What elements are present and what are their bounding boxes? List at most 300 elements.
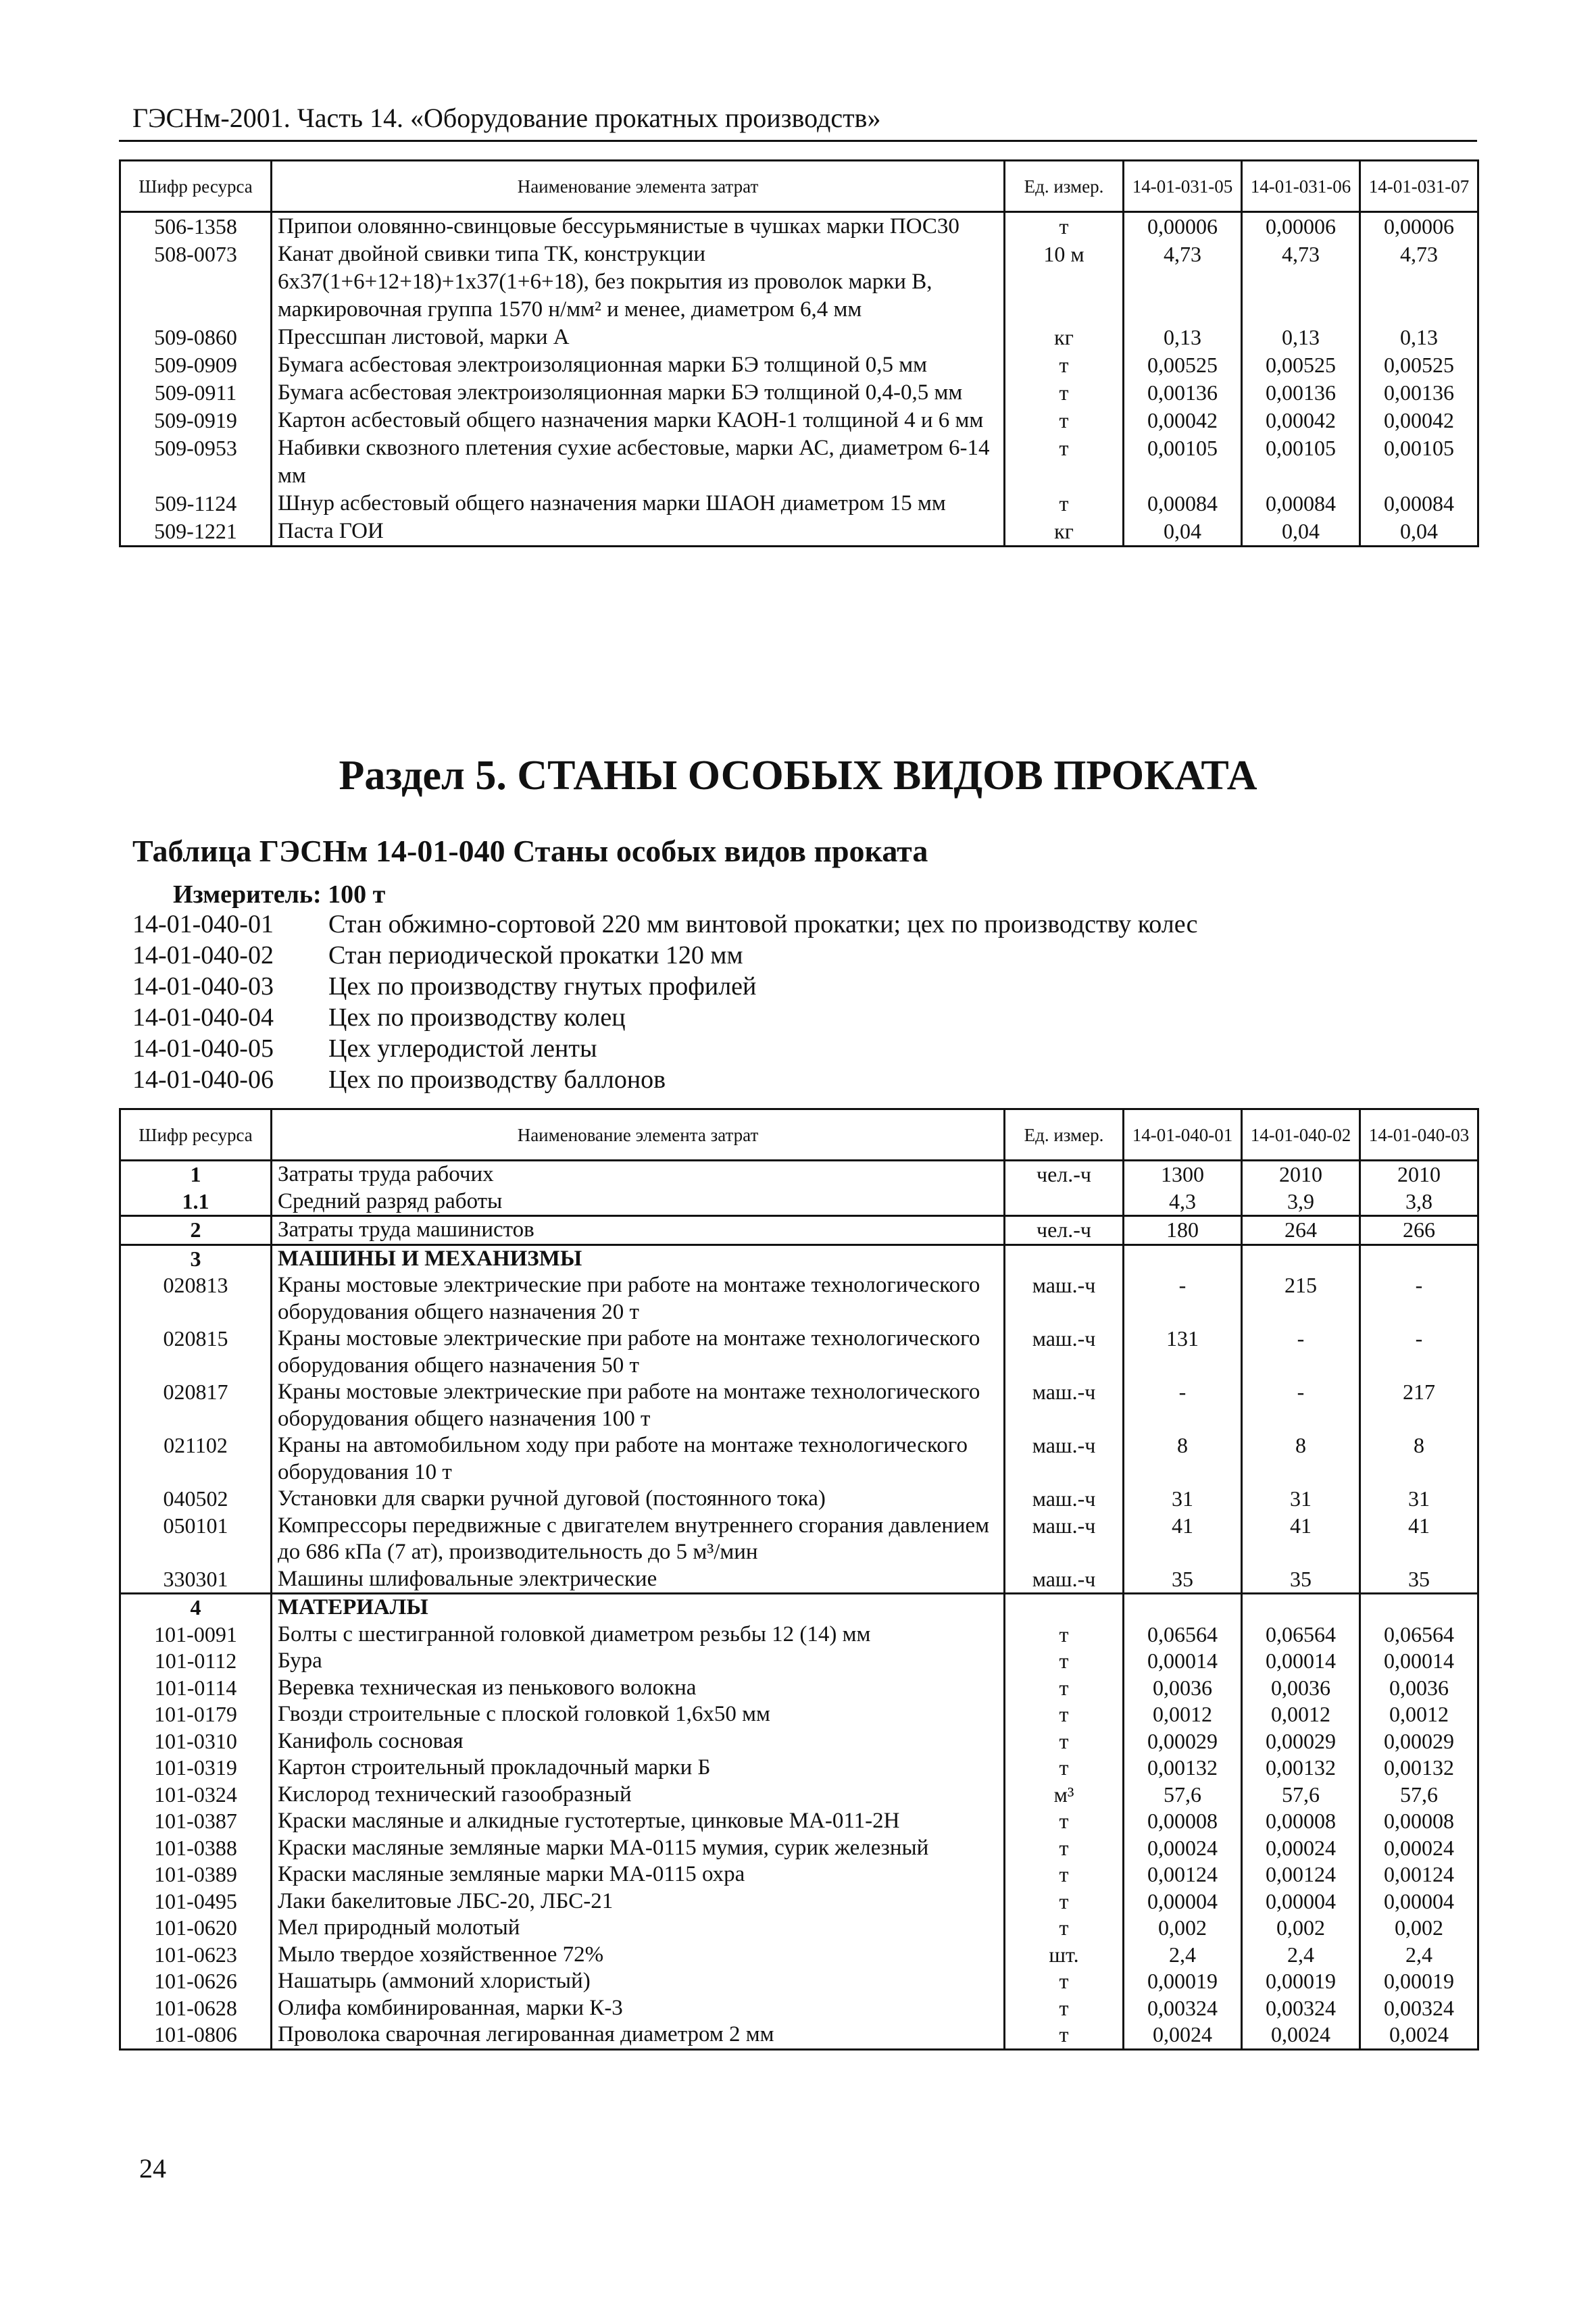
table-row — [120, 1782, 1478, 1809]
value-cell-2: 0,00132 — [1242, 1755, 1360, 1782]
value-cell-1: 0,002 — [1124, 1915, 1242, 1942]
resource-table-2 — [119, 1108, 1479, 2051]
unit-cell: кг — [1005, 324, 1124, 351]
value-cell-3: 0,00006 — [1360, 212, 1478, 241]
resource-code: 506-1358 — [120, 212, 272, 241]
resource-name: Затраты труда рабочих — [272, 1161, 1005, 1188]
value-cell-2: 57,6 — [1242, 1782, 1360, 1809]
value-cell-1: 0,04 — [1124, 518, 1242, 547]
value-cell-2: 0,0036 — [1242, 1675, 1360, 1702]
value-cell-2: 0,00006 — [1242, 212, 1360, 241]
value-cell-3: 0,00008 — [1360, 1808, 1478, 1835]
value-cell-2: 4,73 — [1242, 241, 1360, 324]
table-row — [120, 1728, 1478, 1755]
value-cell-3: 0,06564 — [1360, 1621, 1478, 1649]
unit-cell: маш.-ч — [1005, 1566, 1124, 1594]
value-cell-3: 0,00105 — [1360, 434, 1478, 490]
table-row — [120, 1808, 1478, 1835]
value-cell-2: 2010 — [1242, 1161, 1360, 1188]
resource-code: 330301 — [120, 1566, 272, 1594]
value-cell-1: 0,0036 — [1124, 1675, 1242, 1702]
value-cell-2: 0,002 — [1242, 1915, 1360, 1942]
value-cell-2: 0,00084 — [1242, 490, 1360, 518]
col-header-name: Наименование элемента затрат — [272, 161, 1005, 212]
value-cell-3: 35 — [1360, 1566, 1478, 1594]
table-row — [120, 434, 1478, 490]
resource-name: Компрессоры передвижные с двигателем внутреннего сгорания давлением до 686 кПа (7 ат), производительность до 5 м³/мин — [272, 1513, 1005, 1566]
value-cell-3: 0,00042 — [1360, 407, 1478, 434]
table-row — [120, 1755, 1478, 1782]
value-cell-2: 0,00024 — [1242, 1835, 1360, 1862]
spec-code: 14-01-040-05 — [132, 1034, 274, 1063]
table-row — [120, 1594, 1478, 1621]
resource-name: Веревка техническая из пенькового волокна — [272, 1675, 1005, 1702]
value-cell-1: 0,00042 — [1124, 407, 1242, 434]
value-cell-3: 0,04 — [1360, 518, 1478, 547]
value-cell-1: 180 — [1124, 1216, 1242, 1245]
resource-name: Машины шлифовальные электрические — [272, 1566, 1005, 1594]
resource-name: МАТЕРИАЛЫ — [272, 1594, 1005, 1621]
resource-name: Мел природный молотый — [272, 1915, 1005, 1942]
value-cell-3: 0,00324 — [1360, 1995, 1478, 2022]
unit-cell: м³ — [1005, 1782, 1124, 1809]
spec-text: Цех углеродистой ленты — [328, 1034, 597, 1063]
value-cell-1: 4,73 — [1124, 241, 1242, 324]
value-cell-2: 0,00014 — [1242, 1648, 1360, 1675]
value-cell-2: 3,9 — [1242, 1188, 1360, 1216]
resource-name: Гвозди строительные с плоской головкой 1,6x50 мм — [272, 1701, 1005, 1728]
unit-cell: кг — [1005, 518, 1124, 547]
resource-name: Болты с шестигранной головкой диаметром резьбы 12 (14) мм — [272, 1621, 1005, 1649]
resource-name: Паста ГОИ — [272, 518, 1005, 547]
value-cell-1: 0,00124 — [1124, 1861, 1242, 1888]
value-cell-1: 4,3 — [1124, 1188, 1242, 1216]
spec-code: 14-01-040-03 — [132, 972, 274, 1001]
value-cell-1: 0,00525 — [1124, 351, 1242, 379]
unit-cell: т — [1005, 1915, 1124, 1942]
unit-cell: т — [1005, 2021, 1124, 2049]
spec-list — [132, 909, 1477, 1095]
value-cell-1: 57,6 — [1124, 1782, 1242, 1809]
unit-cell: т — [1005, 1835, 1124, 1862]
value-cell-1: 0,00006 — [1124, 212, 1242, 241]
value-cell-1: 31 — [1124, 1486, 1242, 1513]
value-cell-1: 0,00014 — [1124, 1648, 1242, 1675]
table-row — [120, 351, 1478, 379]
table-row — [120, 1216, 1478, 1245]
value-cell-2 — [1242, 1244, 1360, 1272]
value-cell-3: 0,0012 — [1360, 1701, 1478, 1728]
resource-code: 101-0179 — [120, 1701, 272, 1728]
unit-cell: т — [1005, 1621, 1124, 1649]
table-row — [120, 407, 1478, 434]
measure-value: 100 т — [328, 880, 386, 909]
resource-code: 509-1221 — [120, 518, 272, 547]
value-cell-3: 266 — [1360, 1216, 1478, 1245]
resource-name: Краны мостовые электрические при работе на монтаже технологического оборудования общего назначения 50 т — [272, 1326, 1005, 1379]
value-cell-1: 0,00132 — [1124, 1755, 1242, 1782]
unit-cell: маш.-ч — [1005, 1326, 1124, 1379]
table-row — [120, 379, 1478, 407]
value-cell-2: 0,00042 — [1242, 407, 1360, 434]
unit-cell: т — [1005, 1728, 1124, 1755]
table-row — [120, 1244, 1478, 1272]
unit-cell: маш.-ч — [1005, 1379, 1124, 1432]
unit-cell: маш.-ч — [1005, 1486, 1124, 1513]
resource-code: 101-0628 — [120, 1995, 272, 2022]
section-title: Раздел 5. СТАНЫ ОСОБЫХ ВИДОВ ПРОКАТА — [339, 753, 1257, 799]
resource-name: Краны мостовые электрические при работе на монтаже технологического оборудования общего назначения 20 т — [272, 1272, 1005, 1326]
resource-name: Бумага асбестовая электроизоляционная марки БЭ толщиной 0,5 мм — [272, 351, 1005, 379]
value-cell-2: 0,00324 — [1242, 1995, 1360, 2022]
value-cell-2: 0,06564 — [1242, 1621, 1360, 1649]
resource-code: 509-1124 — [120, 490, 272, 518]
table-row — [120, 518, 1478, 547]
table-row — [120, 490, 1478, 518]
value-cell-1: 0,00004 — [1124, 1888, 1242, 1915]
value-cell-1: 0,0024 — [1124, 2021, 1242, 2049]
resource-name: Нашатырь (аммоний хлористый) — [272, 1968, 1005, 1995]
spec-code: 14-01-040-04 — [132, 1003, 274, 1032]
unit-cell: т — [1005, 379, 1124, 407]
resource-code: 4 — [120, 1594, 272, 1621]
value-cell-1: 2,4 — [1124, 1942, 1242, 1969]
measure-line — [173, 878, 385, 911]
value-cell-2: 35 — [1242, 1566, 1360, 1594]
value-cell-1: 0,00008 — [1124, 1808, 1242, 1835]
resource-name: Картон асбестовый общего назначения марки КАОН-1 толщиной 4 и 6 мм — [272, 407, 1005, 434]
resource-code: 101-0324 — [120, 1782, 272, 1809]
value-cell-1: 0,00136 — [1124, 379, 1242, 407]
resource-code: 101-0112 — [120, 1648, 272, 1675]
table-row — [120, 1701, 1478, 1728]
value-cell-3: 0,00136 — [1360, 379, 1478, 407]
resource-code: 509-0919 — [120, 407, 272, 434]
resource-code: 509-0953 — [120, 434, 272, 490]
spec-code: 14-01-040-06 — [132, 1065, 274, 1094]
unit-cell: чел.-ч — [1005, 1161, 1124, 1188]
col-header-unit: Ед. измер. — [1005, 161, 1124, 212]
unit-cell: т — [1005, 1995, 1124, 2022]
unit-cell: т — [1005, 407, 1124, 434]
value-cell-3: 31 — [1360, 1486, 1478, 1513]
resource-name: Лаки бакелитовые ЛБС-20, ЛБС-21 — [272, 1888, 1005, 1915]
table-row — [120, 1161, 1478, 1188]
unit-cell: маш.-ч — [1005, 1272, 1124, 1326]
value-cell-2: 0,00008 — [1242, 1808, 1360, 1835]
value-cell-2: 8 — [1242, 1432, 1360, 1486]
resource-code: 101-0387 — [120, 1808, 272, 1835]
value-cell-1: 0,00324 — [1124, 1995, 1242, 2022]
resource-name: Краны на автомобильном ходу при работе на монтаже технологического оборудования 10 т — [272, 1432, 1005, 1486]
value-cell-1: 131 — [1124, 1326, 1242, 1379]
resource-name: Затраты труда машинистов — [272, 1216, 1005, 1245]
table-row — [120, 1915, 1478, 1942]
table-row — [120, 1995, 1478, 2022]
value-cell-2: 0,00004 — [1242, 1888, 1360, 1915]
table-row — [120, 324, 1478, 351]
unit-cell: т — [1005, 1755, 1124, 1782]
resource-table-1 — [119, 159, 1479, 547]
unit-cell: т — [1005, 212, 1124, 241]
spec-text: Стан обжимно-сортовой 220 мм винтовой прокатки; цех по производству колес — [328, 910, 1198, 938]
resource-code: 101-0310 — [120, 1728, 272, 1755]
table-body — [120, 212, 1478, 547]
table-row — [120, 1326, 1478, 1379]
resource-name: Прессшпан листовой, марки А — [272, 324, 1005, 351]
col-header-value-1: 14-01-040-01 — [1124, 1109, 1242, 1161]
value-cell-3: - — [1360, 1272, 1478, 1326]
spec-code: 14-01-040-01 — [132, 910, 274, 938]
value-cell-1: - — [1124, 1379, 1242, 1432]
unit-cell: т — [1005, 434, 1124, 490]
value-cell-2: 264 — [1242, 1216, 1360, 1245]
value-cell-2: 0,00029 — [1242, 1728, 1360, 1755]
table-row — [120, 1486, 1478, 1513]
table-title: Таблица ГЭСНм 14-01-040 Станы особых видов проката — [132, 834, 928, 868]
resource-code: 020817 — [120, 1379, 272, 1432]
resource-name: Средний разряд работы — [272, 1188, 1005, 1216]
spec-item — [132, 1033, 1477, 1064]
resource-name: Краски масляные земляные марки МА-0115 мумия, сурик железный — [272, 1835, 1005, 1862]
unit-cell — [1005, 1594, 1124, 1621]
resource-code: 2 — [120, 1216, 272, 1245]
col-header-value-1: 14-01-031-05 — [1124, 161, 1242, 212]
unit-cell: чел.-ч — [1005, 1216, 1124, 1245]
resource-code: 101-0623 — [120, 1942, 272, 1969]
value-cell-3: 0,00124 — [1360, 1861, 1478, 1888]
value-cell-2: 0,13 — [1242, 324, 1360, 351]
resource-code: 101-0620 — [120, 1915, 272, 1942]
unit-cell: т — [1005, 351, 1124, 379]
table-row — [120, 241, 1478, 324]
resource-code: 101-0495 — [120, 1888, 272, 1915]
value-cell-1: 0,00084 — [1124, 490, 1242, 518]
resource-name: Кислород технический газообразный — [272, 1782, 1005, 1809]
value-cell-3: 0,00019 — [1360, 1968, 1478, 1995]
value-cell-1: - — [1124, 1272, 1242, 1326]
resource-code: 040502 — [120, 1486, 272, 1513]
value-cell-3: - — [1360, 1326, 1478, 1379]
value-cell-1 — [1124, 1244, 1242, 1272]
table-body — [120, 1161, 1478, 2050]
table-row — [120, 1942, 1478, 1969]
value-cell-1: 0,00029 — [1124, 1728, 1242, 1755]
value-cell-3: 41 — [1360, 1513, 1478, 1566]
value-cell-3: 0,00132 — [1360, 1755, 1478, 1782]
resource-code: 020813 — [120, 1272, 272, 1326]
value-cell-2: 0,00525 — [1242, 351, 1360, 379]
unit-cell: шт. — [1005, 1942, 1124, 1969]
col-header-value-2: 14-01-031-06 — [1242, 161, 1360, 212]
value-cell-3: 2010 — [1360, 1161, 1478, 1188]
spec-item — [132, 971, 1477, 1002]
value-cell-1: 0,00105 — [1124, 434, 1242, 490]
value-cell-3: 0,00029 — [1360, 1728, 1478, 1755]
col-header-value-2: 14-01-040-02 — [1242, 1109, 1360, 1161]
value-cell-2: 31 — [1242, 1486, 1360, 1513]
unit-cell: т — [1005, 1968, 1124, 1995]
table-row — [120, 1379, 1478, 1432]
resource-name: Олифа комбинированная, марки К-3 — [272, 1995, 1005, 2022]
col-header-unit: Ед. измер. — [1005, 1109, 1124, 1161]
spec-text: Цех по производству гнутых профилей — [328, 972, 757, 1001]
resource-name: Мыло твердое хозяйственное 72% — [272, 1942, 1005, 1969]
value-cell-1: 0,13 — [1124, 324, 1242, 351]
resource-code: 101-0114 — [120, 1675, 272, 1702]
spec-item — [132, 1064, 1477, 1095]
resource-code: 021102 — [120, 1432, 272, 1486]
table-row — [120, 1188, 1478, 1216]
value-cell-1: 8 — [1124, 1432, 1242, 1486]
value-cell-3: 0,00004 — [1360, 1888, 1478, 1915]
table-row — [120, 1272, 1478, 1326]
value-cell-3: 4,73 — [1360, 241, 1478, 324]
resource-code: 101-0091 — [120, 1621, 272, 1649]
col-header-value-3: 14-01-040-03 — [1360, 1109, 1478, 1161]
value-cell-1 — [1124, 1594, 1242, 1621]
resource-name: Краски масляные земляные марки МА-0115 охра — [272, 1861, 1005, 1888]
resource-code: 101-0389 — [120, 1861, 272, 1888]
value-cell-3: 0,00014 — [1360, 1648, 1478, 1675]
value-cell-3: 57,6 — [1360, 1782, 1478, 1809]
value-cell-3: 3,8 — [1360, 1188, 1478, 1216]
value-cell-3: 0,0024 — [1360, 2021, 1478, 2049]
resource-name: Картон строительный прокладочный марки Б — [272, 1755, 1005, 1782]
value-cell-2: 0,00124 — [1242, 1861, 1360, 1888]
unit-cell: т — [1005, 1861, 1124, 1888]
resource-code: 101-0388 — [120, 1835, 272, 1862]
resource-name: Припои оловянно-свинцовые бессурьмянистые в чушках марки ПОС30 — [272, 212, 1005, 241]
value-cell-1: 35 — [1124, 1566, 1242, 1594]
spec-text: Цех по производству колец — [328, 1003, 626, 1032]
resource-name: Краны мостовые электрические при работе на монтаже технологического оборудования общего назначения 100 т — [272, 1379, 1005, 1432]
value-cell-2: 0,00019 — [1242, 1968, 1360, 1995]
resource-code: 020815 — [120, 1326, 272, 1379]
header-rule — [119, 140, 1477, 142]
value-cell-2: 0,00105 — [1242, 434, 1360, 490]
value-cell-2 — [1242, 1594, 1360, 1621]
value-cell-2: 2,4 — [1242, 1942, 1360, 1969]
spec-item — [132, 1002, 1477, 1033]
resource-code: 509-0860 — [120, 324, 272, 351]
resource-code: 101-0319 — [120, 1755, 272, 1782]
resource-name: Канифоль сосновая — [272, 1728, 1005, 1755]
resource-name: Установки для сварки ручной дуговой (постоянного тока) — [272, 1486, 1005, 1513]
value-cell-2: 0,0012 — [1242, 1701, 1360, 1728]
value-cell-3: 0,00525 — [1360, 351, 1478, 379]
table-row — [120, 1888, 1478, 1915]
table-row — [120, 1513, 1478, 1566]
value-cell-3: 217 — [1360, 1379, 1478, 1432]
table-row — [120, 1432, 1478, 1486]
table-row — [120, 1648, 1478, 1675]
value-cell-1: 0,06564 — [1124, 1621, 1242, 1649]
resource-code: 1 — [120, 1161, 272, 1188]
value-cell-3 — [1360, 1244, 1478, 1272]
value-cell-2: - — [1242, 1326, 1360, 1379]
resource-name: Краски масляные и алкидные густотертые, цинковые МА-011-2Н — [272, 1808, 1005, 1835]
resource-name: Бумага асбестовая электроизоляционная марки БЭ толщиной 0,4-0,5 мм — [272, 379, 1005, 407]
resource-code: 508-0073 — [120, 241, 272, 324]
value-cell-3: 0,13 — [1360, 324, 1478, 351]
value-cell-2: 0,04 — [1242, 518, 1360, 547]
resource-code: 509-0911 — [120, 379, 272, 407]
value-cell-2: 0,00136 — [1242, 379, 1360, 407]
value-cell-3: 8 — [1360, 1432, 1478, 1486]
value-cell-3: 2,4 — [1360, 1942, 1478, 1969]
resource-code: 3 — [120, 1244, 272, 1272]
unit-cell: маш.-ч — [1005, 1513, 1124, 1566]
value-cell-3: 0,00024 — [1360, 1835, 1478, 1862]
unit-cell: т — [1005, 1675, 1124, 1702]
unit-cell: т — [1005, 490, 1124, 518]
value-cell-1: 0,00024 — [1124, 1835, 1242, 1862]
resource-code: 050101 — [120, 1513, 272, 1566]
unit-cell — [1005, 1188, 1124, 1216]
unit-cell: т — [1005, 1648, 1124, 1675]
spec-text: Цех по производству баллонов — [328, 1065, 666, 1094]
table-row — [120, 1835, 1478, 1862]
value-cell-2: 41 — [1242, 1513, 1360, 1566]
spec-item — [132, 940, 1477, 971]
value-cell-2: 0,0024 — [1242, 2021, 1360, 2049]
resource-code: 509-0909 — [120, 351, 272, 379]
value-cell-2: - — [1242, 1379, 1360, 1432]
spec-item — [132, 909, 1477, 940]
resource-name: Проволока сварочная легированная диаметром 2 мм — [272, 2021, 1005, 2049]
spec-code: 14-01-040-02 — [132, 941, 274, 970]
col-header-value-3: 14-01-031-07 — [1360, 161, 1478, 212]
value-cell-2: 215 — [1242, 1272, 1360, 1326]
table-row — [120, 1566, 1478, 1594]
value-cell-1: 1300 — [1124, 1161, 1242, 1188]
value-cell-1: 0,0012 — [1124, 1701, 1242, 1728]
unit-cell: т — [1005, 1888, 1124, 1915]
table-row — [120, 1968, 1478, 1995]
resource-code: 1.1 — [120, 1188, 272, 1216]
table-row — [120, 2021, 1478, 2049]
value-cell-3: 0,002 — [1360, 1915, 1478, 1942]
value-cell-1: 41 — [1124, 1513, 1242, 1566]
resource-code: 101-0806 — [120, 2021, 272, 2049]
page-number: 24 — [139, 2153, 166, 2184]
resource-name: Канат двойной свивки типа ТК, конструкции 6x37(1+6+12+18)+1x37(1+6+18), без покрытия из проволок марки В, маркировочная группа 1570 н/мм² и менее, диаметром 6,4 мм — [272, 241, 1005, 324]
resource-name: Бура — [272, 1648, 1005, 1675]
col-header-code: Шифр ресурса — [120, 1109, 272, 1161]
unit-cell — [1005, 1244, 1124, 1272]
table-row — [120, 212, 1478, 241]
value-cell-1: 0,00019 — [1124, 1968, 1242, 1995]
value-cell-3: 0,0036 — [1360, 1675, 1478, 1702]
measure-label: Измеритель: — [173, 880, 322, 909]
resource-code: 101-0626 — [120, 1968, 272, 1995]
page-header: ГЭСНм-2001. Часть 14. «Оборудование прокатных производств» — [132, 103, 881, 133]
unit-cell: т — [1005, 1701, 1124, 1728]
table-row — [120, 1675, 1478, 1702]
col-header-name: Наименование элемента затрат — [272, 1109, 1005, 1161]
resource-name: МАШИНЫ И МЕХАНИЗМЫ — [272, 1244, 1005, 1272]
value-cell-3 — [1360, 1594, 1478, 1621]
resource-name: Набивки сквозного плетения сухие асбестовые, марки АС, диаметром 6-14 мм — [272, 434, 1005, 490]
value-cell-3: 0,00084 — [1360, 490, 1478, 518]
spec-text: Стан периодической прокатки 120 мм — [328, 941, 743, 970]
unit-cell: т — [1005, 1808, 1124, 1835]
table-row — [120, 1861, 1478, 1888]
unit-cell: 10 м — [1005, 241, 1124, 324]
table-row — [120, 1621, 1478, 1649]
resource-name: Шнур асбестовый общего назначения марки ШАОН диаметром 15 мм — [272, 490, 1005, 518]
